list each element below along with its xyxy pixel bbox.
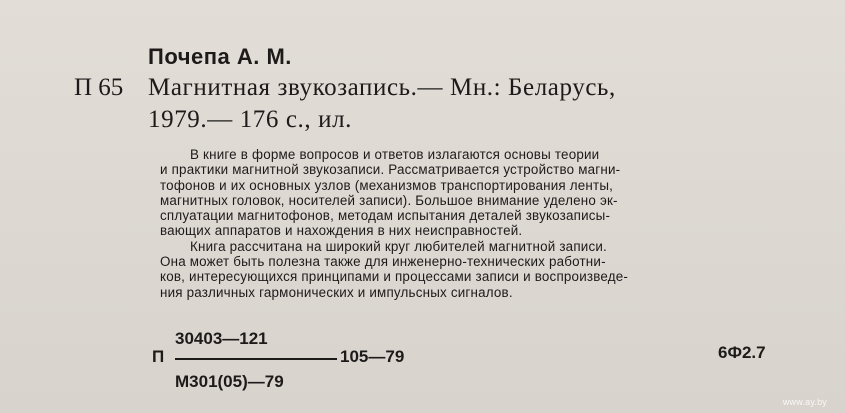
formula-denominator: М301(05)—79 <box>175 372 284 391</box>
title-line-1: Магнитная звукозапись.— Мн.: Беларусь, <box>148 74 616 101</box>
formula-prefix: П <box>152 347 165 366</box>
abstract-line: тофонов и их основных узлов (механизмов транспортирования ленты, <box>160 177 614 193</box>
abstract-line: Книга рассчитана на широкий круг любителей магнитной записи. <box>190 238 607 254</box>
abstract-line: вающих аппаратов и нахождения в них неисправностей. <box>160 223 523 239</box>
index-code: П 65 <box>74 74 124 101</box>
author-name: Почепа А. М. <box>148 44 292 69</box>
abstract-line: магнитных головок, носителей записи). Большое внимание уделено эк- <box>160 192 618 208</box>
watermark: www.ay.by <box>782 397 827 407</box>
title-line-2: 1979.— 176 с., ил. <box>148 106 353 133</box>
abstract-line: и практики магнитной звукозаписи. Рассматривается устройство магни- <box>160 162 621 178</box>
formula-right: 105—79 <box>340 347 405 366</box>
abstract-line: ния различных гармонических и импульсных сигналов. <box>160 284 513 300</box>
fraction-line <box>175 358 337 360</box>
classification-code: 6Ф2.7 <box>718 343 766 362</box>
abstract-line: сплуатации магнитофонов, методам испытания деталей звукозаписы- <box>160 208 611 224</box>
formula-numerator: 30403—121 <box>175 329 268 348</box>
abstract-line: ков, интересующихся принципами и процессами записи и воспроизведе- <box>160 269 629 285</box>
abstract-line: Она может быть полезна также для инженерно-технических работни- <box>160 254 606 270</box>
abstract <box>160 147 815 300</box>
abstract-line: В книге в форме вопросов и ответов излагаются основы теории <box>190 147 600 162</box>
